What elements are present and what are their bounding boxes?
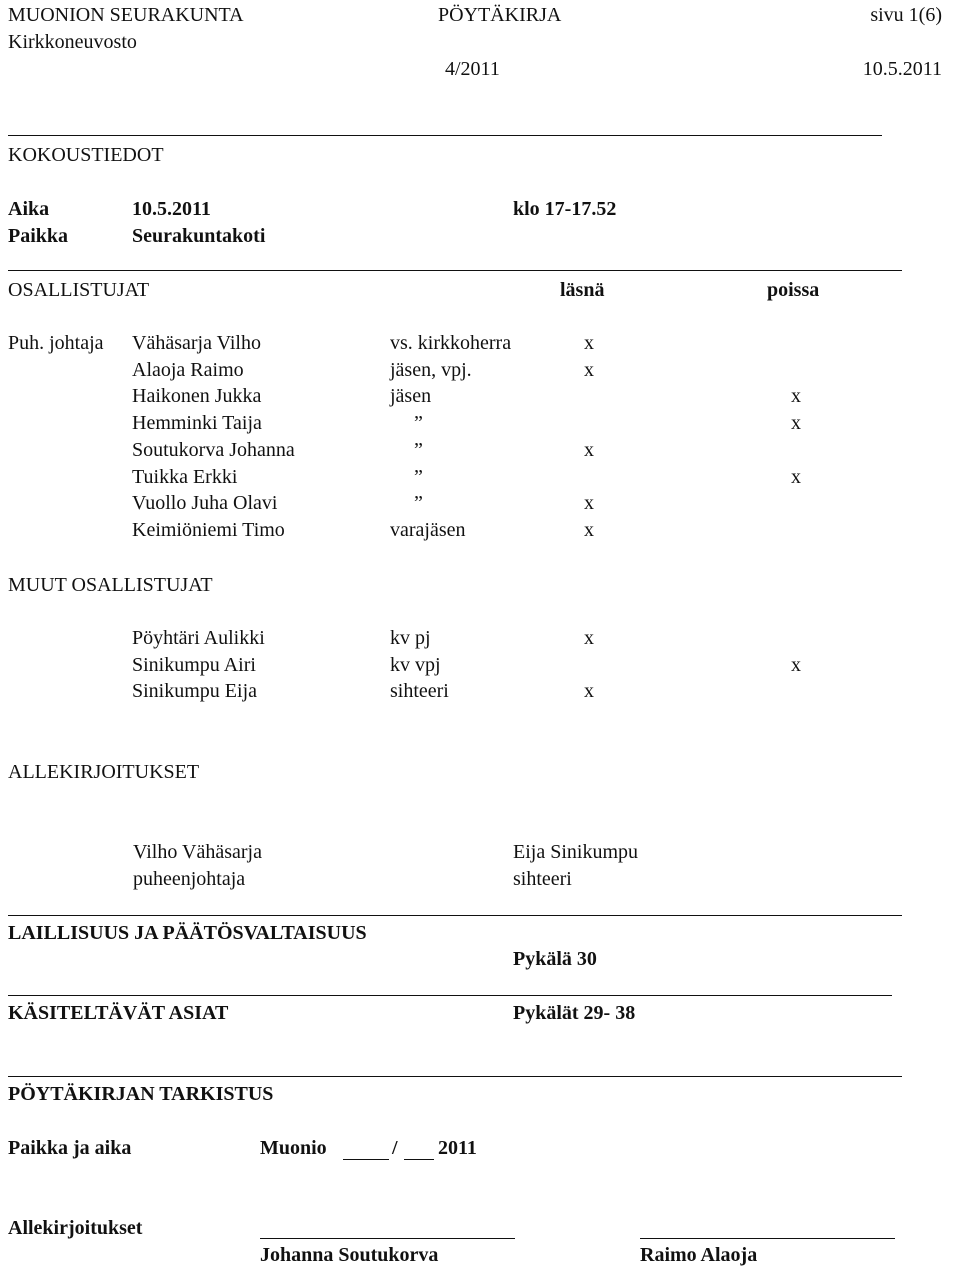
participant-role: kv vpj [390,653,441,676]
present-mark: x [584,358,594,381]
meeting-date: 10.5.2011 [132,198,211,220]
date-slash: / [392,1137,398,1159]
signer-1-name: Johanna Soutukorva [260,1244,439,1266]
divider-line [8,915,902,916]
secretary-signature-name: Eija Sinikumpu [513,841,638,863]
divider-line [8,270,902,271]
participant-name: Vuollo Juha Olavi [132,492,278,515]
participant-name: Keimiöniemi Timo [132,518,285,541]
meeting-hours: klo 17-17.52 [513,198,617,220]
legality-section: Pykälä 30 [513,948,597,970]
present-mark: x [584,518,594,541]
chair-signature-title: puheenjohtaja [133,868,246,890]
signature-line-2 [640,1238,895,1239]
absent-mark: x [791,465,801,488]
participant-name: Tuikka Erkki [132,465,238,488]
participant-name: Sinikumpu Eija [132,680,257,703]
participant-name: Vähäsarja Vilho [132,332,261,354]
participant-role: ” [414,465,423,488]
document-type: PÖYTÄKIRJA [438,4,562,26]
chair-signature-name: Vilho Vähäsarja [133,841,262,863]
place-label: Paikka [8,225,69,247]
participant-role: ” [414,412,423,435]
time-label: Aika [8,198,50,220]
participant-name: Alaoja Raimo [132,358,244,381]
meeting-place: Seurakuntakoti [132,225,266,247]
participant-role: vs. kirkkoherra [390,332,512,354]
participant-role: sihteeri [390,680,449,703]
review-heading: PÖYTÄKIRJAN TARKISTUS [8,1083,274,1105]
matters-heading: KÄSITELTÄVÄT ASIAT [8,1002,229,1024]
page-number: sivu 1(6) [870,4,942,26]
participant-name: Sinikumpu Airi [132,653,256,676]
absent-mark: x [791,412,801,435]
participants-heading: OSALLISTUJAT [8,279,150,301]
matters-sections: Pykälät 29- 38 [513,1002,636,1024]
participant-name: Hemminki Taija [132,412,262,435]
participant-role: jäsen, vpj. [390,358,472,381]
divider-line [8,1076,902,1077]
signer-2-name: Raimo Alaoja [640,1244,758,1266]
review-year: 2011 [438,1137,477,1159]
present-mark: x [584,680,594,703]
other-participants-heading: MUUT OSALLISTUJAT [8,574,213,596]
participant-role: varajäsen [390,518,466,541]
present-column-header: läsnä [560,279,605,301]
divider-line [8,995,892,996]
participant-name: Haikonen Jukka [132,385,262,408]
present-mark: x [584,492,594,515]
meeting-heading: KOKOUSTIEDOT [8,144,164,166]
signatures-label: Allekirjoitukset [8,1217,143,1239]
signatures-heading: ALLEKIRJOITUKSET [8,761,200,783]
secretary-signature-title: sihteeri [513,868,572,890]
participant-name: Pöyhtäri Aulikki [132,627,265,649]
month-blank [404,1159,434,1160]
present-mark: x [584,332,594,354]
participant-role: kv pj [390,627,431,649]
organization-name: MUONION SEURAKUNTA [8,4,244,26]
participant-name: Soutukorva Johanna [132,438,295,461]
participant-role: jäsen [390,385,432,408]
absent-column-header: poissa [767,279,820,301]
minutes-number: 4/2011 [445,58,500,80]
day-blank [343,1159,389,1160]
signature-line-1 [260,1238,515,1239]
present-mark: x [584,627,594,649]
present-mark: x [584,438,594,461]
divider-line [8,135,882,136]
participant-role: ” [414,492,423,515]
governing-body: Kirkkoneuvosto [8,31,137,53]
review-place: Muonio [260,1137,327,1159]
legality-heading: LAILLISUUS JA PÄÄTÖSVALTAISUUS [8,922,367,944]
participant-role: ” [414,438,423,461]
absent-mark: x [791,653,801,676]
place-time-label: Paikka ja aika [8,1137,132,1159]
absent-mark: x [791,385,801,408]
chair-label: Puh. johtaja [8,332,104,354]
header-date: 10.5.2011 [862,58,942,80]
